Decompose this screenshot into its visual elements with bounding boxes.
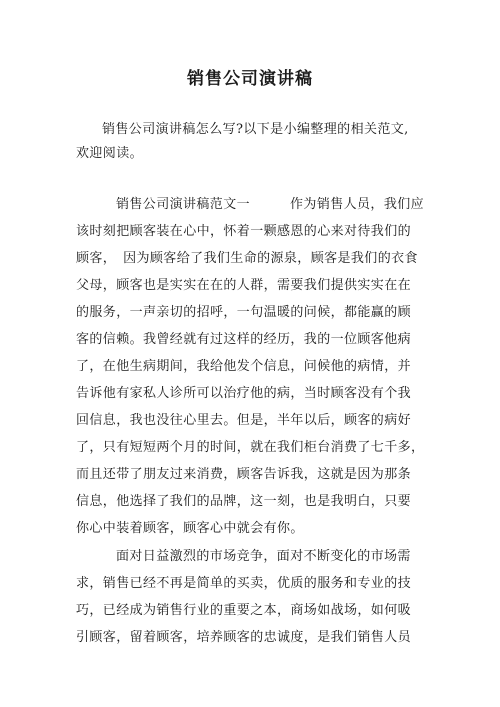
paragraph-line: 求，销售已经不再是简单的买卖，优质的服务和专业的技 — [76, 576, 412, 591]
paragraph-line: 客的信赖。我曾经就有过这样的经历，我的一位顾客他病 — [76, 332, 412, 347]
section-label: 销售公司演讲稿范文一 — [116, 197, 251, 212]
paragraph-line: 引顾客，留着顾客，培养顾客的忠诚度，是我们销售人员 — [76, 630, 412, 645]
paragraph-line: 回信息，我也没往心里去。但是，半年以后，顾客的病好 — [76, 413, 412, 428]
paragraph-first-line — [76, 191, 431, 218]
paragraph-line: 你心中装着顾客，顾客心中就会有你。 — [76, 521, 304, 536]
paragraph-line: 告诉他有家私人诊所可以治疗他的病，当时顾客没有个我 — [76, 386, 412, 401]
paragraph-line: 巧，已经成为销售行业的重要之本，商场如战场，如何吸 — [76, 603, 412, 618]
body-paragraph-1 — [76, 191, 431, 542]
paragraph-line: 信息，他选择了我们的品牌，这一刻，也是我明白，只要 — [76, 494, 412, 509]
paragraph-first-line: 面对日益激烈的市场竞争，面对不断变化的市场需 — [116, 549, 411, 564]
paragraph-line: 了，在他生病期间，我给他发个信息，问候他的病情，并 — [76, 359, 412, 374]
intro-paragraph — [76, 118, 431, 166]
paragraph-line: 了，只有短短两个月的时间，就在我们柜台消费了七千多， — [76, 440, 425, 455]
paragraph-text: 作为销售人员，我们应 — [290, 197, 425, 212]
paragraph-line: 的服务，一声亲切的招呼，一句温暖的问候，都能赢的顾 — [76, 305, 412, 320]
document-title: 销售公司演讲稿 — [187, 69, 313, 89]
body-paragraph-2 — [76, 543, 431, 651]
paragraph-line: 父母，顾客也是实实在在的人群，需要我们提供实实在在 — [76, 278, 412, 293]
paragraph-line: 顾客， 因为顾客给了我们生命的源泉，顾客是我们的衣食 — [76, 251, 418, 266]
intro-line: 销售公司演讲稿怎么写?以下是小编整理的相关范文, — [102, 122, 409, 137]
paragraph-line: 而且还带了朋友过来消费，顾客告诉我，这就是因为那条 — [76, 467, 412, 482]
paragraph-line: 该时刻把顾客装在心中，怀着一颗感恩的心来对待我们的 — [76, 224, 412, 239]
intro-line: 欢迎阅读。 — [76, 146, 144, 161]
